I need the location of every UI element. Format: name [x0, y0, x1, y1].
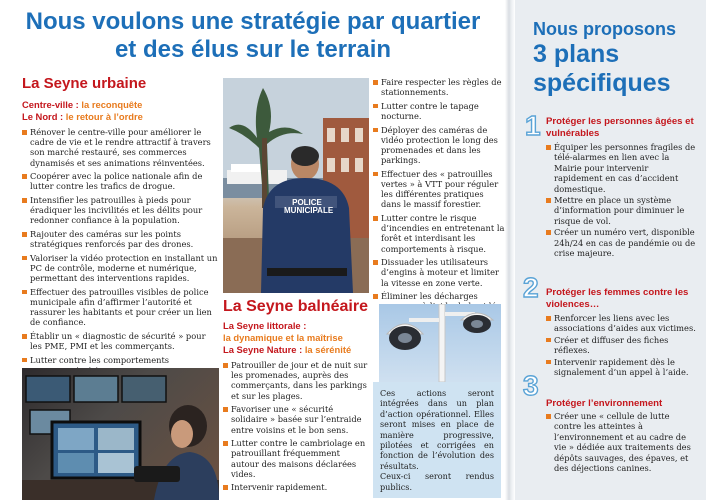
list-item: Dissuader les utilisateurs d’engins à moteur et limiter la vitesse en zone verte.: [373, 257, 505, 288]
list-item: Rajouter des caméras sur les points stratégiques renforcés par des drones.: [22, 229, 219, 249]
action-plan-last-line: Ceux-ci seront rendus publics.: [380, 471, 494, 492]
plan-1-title: Protéger les personnes âgées et vulnérables: [546, 116, 694, 139]
urbaine-sub-2: [22, 111, 219, 123]
police-back-text: POLICE MUNICIPALE: [284, 198, 334, 215]
list-item: Lutter contre le cambriolage en patrouillant fréquemment autour des maisons déclarées vides.: [223, 438, 370, 479]
urbaine-title: La Seyne urbaine: [22, 75, 147, 92]
list-item: Lutter contre le tapage nocturne.: [373, 101, 505, 121]
column-three: [373, 77, 505, 325]
plan-3-list: [546, 411, 696, 474]
action-plan-note: [373, 382, 501, 498]
page-headline: [6, 8, 500, 64]
control-room-photo: [22, 368, 219, 500]
balneaire-subtitles: [223, 320, 373, 356]
proposals-title: [533, 18, 703, 98]
list-item: Éliminer les décharges: [373, 291, 505, 322]
proposals-title-line-2: 3 plans: [533, 40, 620, 68]
control-room-illustration: [22, 368, 219, 500]
urbaine-sub-1: [22, 99, 219, 111]
list-item: Valoriser la vidéo protection en installant un PC de contrôle, moderne et numérique, permettant des interventions rapides.: [22, 253, 219, 284]
list-item: Créer une « cellule de lutte contre les atteintes à l’environnement et au cadre de vie » dédiée aux traitements des dépôts sauvages, des épaves, et des déjections canines.: [546, 411, 696, 473]
police-officer-illustration: [223, 78, 369, 293]
list-item: Créer et diffuser des fiches réflexes.: [546, 335, 696, 356]
police-officer-photo: [223, 78, 369, 293]
plan-1-number: 1: [525, 110, 541, 141]
urbaine-list: [22, 127, 219, 375]
list-item: Équiper les personnes fragiles de télé-alarmes en lien avec la Mairie pour intervenir rapidement en cas d’accident domestique.: [546, 142, 696, 194]
list-item: Lutter contre les comportements: [22, 355, 219, 375]
camera-illustration: [379, 304, 501, 382]
list-item: Déployer des caméras de vidéo protection le long des promenades et dans les parkings.: [373, 125, 505, 166]
balneaire-sub-1-key: La Seyne littorale :: [223, 320, 307, 331]
page-gutter: [505, 0, 515, 500]
balneaire-sub-2-value: la sérénité: [304, 344, 352, 355]
plan-3-number: 3: [523, 370, 539, 401]
urbaine-section: [22, 99, 219, 379]
list-item: Établir un « diagnostic de sécurité » pour les PME, PMI et les commerçants.: [22, 331, 219, 351]
urbaine-sub-2-value: le retour à l’ordre: [65, 111, 143, 122]
list-item: Coopérer avec la police nationale afin de lutter contre les trafics de drogue.: [22, 171, 219, 191]
action-plan-text: Ces actions seront intégrées dans un plan d’action opérationnel. Elles seront mises en place de manière progressive, pilotées et corrigées en fonction de l’évolution des résultats.: [380, 388, 494, 471]
plan-2-title: Protéger les femmes contre les violences…: [546, 287, 689, 310]
list-item: Mettre en place un système d’information pour diminuer le risque de vol.: [546, 195, 696, 226]
list-item: Intervenir rapidement dès le signalement d’un appel à l’aide.: [546, 357, 696, 378]
balneaire-list: [223, 360, 370, 493]
surveillance-camera-photo: [379, 304, 501, 382]
headline-line-2: et des élus sur le terrain: [114, 36, 392, 63]
list-item: Lutter contre le risque d’incendies en entretenant la forêt et interdisant les comportements à risque.: [373, 213, 505, 254]
column-three-list: [373, 77, 505, 322]
plan-3-title: Protéger l’environnement: [546, 398, 663, 409]
urbaine-sub-1-value: la reconquête: [81, 99, 143, 110]
balneaire-sub-2: [223, 344, 373, 356]
plan-1-list: [546, 142, 696, 259]
plan-2-number: 2: [523, 272, 539, 303]
list-item: Faire respecter les règles de stationnements.: [373, 77, 505, 97]
balneaire-sub-1-value: la dynamique et la maîtrise: [223, 332, 343, 343]
proposals-title-line-1: Nous proposons: [533, 19, 676, 39]
list-item: Créer un numéro vert, disponible 24h/24 en cas de pandémie ou de crise majeure.: [546, 227, 696, 258]
balneaire-sub-2-key: La Seyne Nature :: [223, 344, 303, 355]
list-item: Patrouiller de jour et de nuit sur les promenades, auprès des commerçants, dans les parkings et sur les plages.: [223, 360, 370, 401]
list-item: Favoriser une « sécurité solidaire » basée sur l’entraide entre voisins et le bon sens.: [223, 404, 370, 435]
list-item: Renforcer les liens avec les associations d’aides aux victimes.: [546, 313, 696, 334]
list-item: Effectuer des « patrouilles vertes » à VTT pour réguler les différentes pratiques dans le massif forestier.: [373, 169, 505, 210]
proposals-title-line-3: spécifiques: [533, 69, 671, 97]
balneaire-section: [223, 360, 370, 496]
balneaire-sub-1: [223, 320, 373, 344]
right-page: [515, 0, 706, 500]
headline-line-1: Nous voulons une stratégie par quartier: [25, 8, 481, 35]
list-item: Rénover le centre-ville pour améliorer le cadre de vie et le rendre attractif à travers son marché restauré, ses commerces dynamisés et ses animations réinventées.: [22, 127, 219, 168]
plan-2-list: [546, 313, 696, 378]
list-item: Intensifier les patrouilles à pieds pour éradiquer les incivilités et les délits pour redonner confiance à la population.: [22, 195, 219, 226]
balneaire-title: La Seyne balnéaire: [223, 298, 368, 315]
list-item: Intervenir rapidement.: [223, 482, 370, 492]
list-item: Effectuer des patrouilles visibles de police municipale afin d’affirmer l’autorité et rassurer les habitants et pour créer un lien de confiance.: [22, 287, 219, 328]
urbaine-sub-1-key: Centre-ville :: [22, 99, 79, 110]
urbaine-sub-2-key: Le Nord :: [22, 111, 64, 122]
